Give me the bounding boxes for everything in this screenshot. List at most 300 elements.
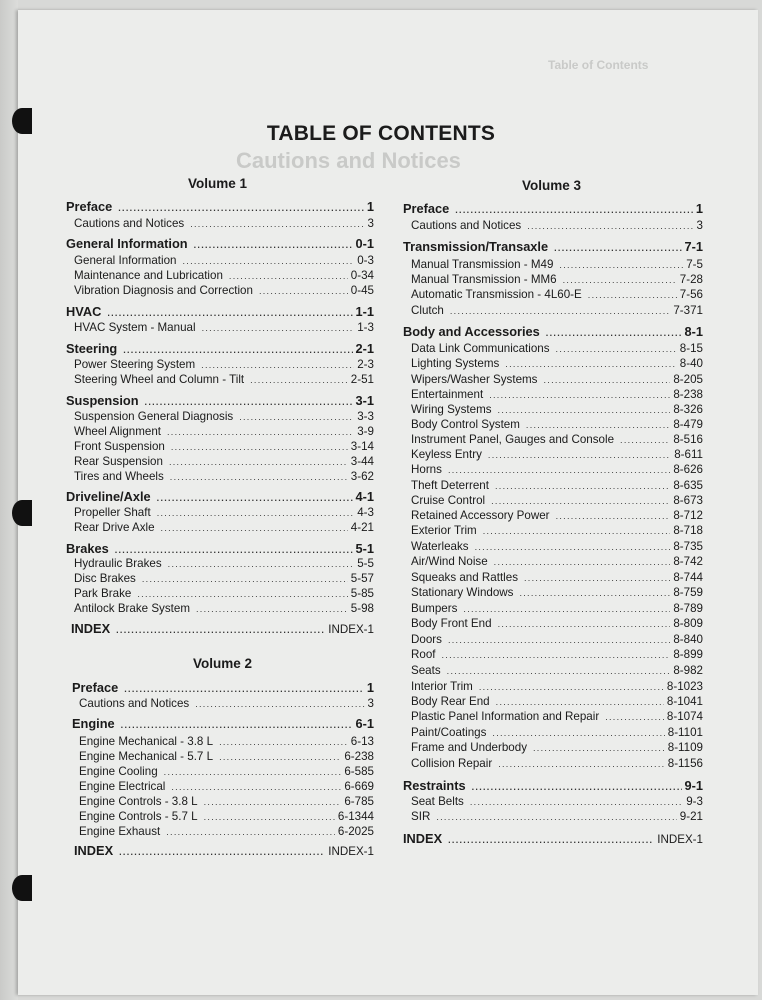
toc-entry bbox=[79, 810, 374, 824]
toc-section bbox=[66, 200, 374, 215]
toc-label: Paint/Coatings bbox=[411, 726, 487, 739]
dot-leader bbox=[142, 572, 348, 586]
toc-entry bbox=[411, 479, 703, 493]
toc-entry bbox=[411, 695, 703, 709]
dot-leader bbox=[121, 718, 353, 732]
toc-entry bbox=[411, 448, 703, 462]
dot-leader bbox=[204, 795, 342, 809]
dot-leader bbox=[204, 810, 335, 824]
toc-entry bbox=[411, 648, 703, 662]
dot-leader bbox=[472, 780, 682, 794]
toc-label: Propeller Shaft bbox=[74, 506, 151, 519]
toc-section bbox=[403, 240, 703, 255]
toc-entry bbox=[411, 403, 703, 417]
punch-hole bbox=[12, 875, 32, 901]
toc-entry bbox=[74, 373, 374, 387]
dot-leader bbox=[168, 557, 355, 571]
bleed-through-title: Cautions and Notices bbox=[236, 148, 461, 173]
dot-leader bbox=[194, 238, 353, 252]
toc-label: Seats bbox=[411, 664, 441, 677]
toc-label: Antilock Brake System bbox=[74, 602, 190, 615]
dot-leader bbox=[229, 269, 348, 283]
toc-label: Vibration Diagnosis and Correction bbox=[74, 284, 253, 297]
dot-leader bbox=[498, 403, 671, 417]
dot-leader bbox=[488, 448, 671, 462]
toc-entry bbox=[74, 321, 374, 335]
toc-label: Tires and Wheels bbox=[74, 470, 164, 483]
toc-label: Body Rear End bbox=[411, 695, 490, 708]
toc-page-number: 8-718 bbox=[673, 524, 703, 537]
toc-entry bbox=[411, 602, 703, 616]
toc-entry bbox=[411, 795, 703, 809]
toc-label: Preface bbox=[66, 199, 113, 214]
toc-page-number: 8-809 bbox=[673, 617, 703, 630]
dot-leader bbox=[157, 506, 355, 520]
toc-label: Automatic Transmission - 4L60-E bbox=[411, 288, 582, 301]
toc-page-number: 8-1023 bbox=[666, 680, 703, 693]
toc-entry bbox=[74, 470, 374, 484]
toc-entry bbox=[411, 433, 703, 447]
toc-entry bbox=[74, 521, 374, 535]
dot-leader bbox=[161, 521, 348, 535]
toc-page-number: 0-1 bbox=[355, 236, 374, 251]
toc-label: INDEX bbox=[71, 621, 111, 636]
toc-label: Maintenance and Lubrication bbox=[74, 269, 223, 282]
toc-entry bbox=[411, 540, 703, 554]
toc-label: General Information bbox=[66, 236, 188, 251]
toc-label: General Information bbox=[74, 254, 177, 267]
toc-section bbox=[403, 779, 703, 794]
toc-page-number: 8-789 bbox=[673, 602, 703, 615]
toc-label: Disc Brakes bbox=[74, 572, 136, 585]
toc-page-number: 7-56 bbox=[679, 288, 703, 301]
toc-label: Hydraulic Brakes bbox=[74, 557, 162, 570]
dot-leader bbox=[620, 433, 670, 447]
toc-page-number: 3 bbox=[367, 697, 374, 710]
toc-page-number: 3-9 bbox=[357, 425, 374, 438]
toc-entry bbox=[411, 586, 703, 600]
toc-label: Theft Deterrent bbox=[411, 479, 489, 492]
toc-page-number: 6-585 bbox=[344, 765, 374, 778]
toc-entry bbox=[74, 284, 374, 298]
toc-page-number: 2-51 bbox=[350, 373, 374, 386]
toc-entry bbox=[411, 418, 703, 432]
toc-label: INDEX bbox=[403, 831, 443, 846]
dot-leader bbox=[447, 664, 671, 678]
toc-page-number: 8-1101 bbox=[667, 726, 703, 739]
toc-page-number: 8-205 bbox=[673, 373, 703, 386]
dot-leader bbox=[123, 343, 352, 357]
toc-page-number: 3 bbox=[696, 219, 703, 232]
toc-entry bbox=[411, 258, 703, 272]
punch-hole bbox=[12, 500, 32, 526]
dot-leader bbox=[195, 697, 364, 711]
dot-leader bbox=[202, 321, 355, 335]
toc-entry bbox=[79, 780, 374, 794]
toc-entry bbox=[79, 765, 374, 779]
dot-leader bbox=[196, 602, 348, 616]
toc-page-number: 5-5 bbox=[357, 557, 374, 570]
toc-entry bbox=[79, 697, 374, 711]
dot-leader bbox=[505, 357, 676, 371]
dot-leader bbox=[479, 680, 664, 694]
toc-label: Body Control System bbox=[411, 418, 520, 431]
toc-section bbox=[66, 490, 374, 505]
toc-label: Steering Wheel and Column - Tilt bbox=[74, 373, 245, 386]
dot-leader bbox=[182, 254, 354, 268]
toc-entry bbox=[411, 571, 703, 585]
dot-leader bbox=[470, 795, 683, 809]
toc-entry bbox=[74, 572, 374, 586]
toc-label: Manual Transmission - MM6 bbox=[411, 273, 557, 286]
toc-page-number: 8-735 bbox=[673, 540, 703, 553]
dot-leader bbox=[219, 750, 341, 764]
toc-page-number: 8-712 bbox=[673, 509, 703, 522]
binding-edge bbox=[0, 0, 18, 1000]
toc-entry bbox=[74, 410, 374, 424]
toc-label: Keyless Entry bbox=[411, 448, 482, 461]
dot-leader bbox=[442, 648, 671, 662]
toc-section bbox=[66, 237, 374, 252]
toc-page-number: 9-21 bbox=[679, 810, 703, 823]
toc-page-number: 6-238 bbox=[344, 750, 374, 763]
toc-page-number: 2-1 bbox=[355, 341, 374, 356]
toc-entry bbox=[411, 388, 703, 402]
dot-leader bbox=[526, 418, 670, 432]
toc-entry bbox=[74, 506, 374, 520]
dot-leader bbox=[559, 258, 683, 272]
dot-leader bbox=[166, 825, 335, 839]
toc-label: Body Front End bbox=[411, 617, 492, 630]
toc-page-number: 1-3 bbox=[357, 321, 374, 334]
toc-entry bbox=[411, 373, 703, 387]
toc-label: Frame and Underbody bbox=[411, 741, 527, 754]
dot-leader bbox=[494, 555, 671, 569]
toc-label: SIR bbox=[411, 810, 431, 823]
toc-section bbox=[66, 394, 374, 409]
volume-1-heading: Volume 1 bbox=[188, 176, 248, 191]
toc-label: INDEX bbox=[74, 843, 114, 858]
toc-index-entry bbox=[74, 844, 374, 859]
toc-entry bbox=[74, 217, 374, 231]
toc-page-number: 6-1344 bbox=[337, 810, 374, 823]
toc-page-number: 3 bbox=[367, 217, 374, 230]
toc-page-number: 3-44 bbox=[350, 455, 374, 468]
bleed-through-header: Table of Contents bbox=[548, 58, 649, 72]
dot-leader bbox=[556, 342, 677, 356]
dot-leader bbox=[119, 845, 325, 859]
toc-page-number: 4-3 bbox=[357, 506, 374, 519]
toc-page-number: 5-98 bbox=[350, 602, 374, 615]
toc-page-number: 6-785 bbox=[344, 795, 374, 808]
dot-leader bbox=[546, 326, 682, 340]
toc-page-number: 8-238 bbox=[673, 388, 703, 401]
toc-entry bbox=[74, 455, 374, 469]
toc-page-number: INDEX-1 bbox=[657, 833, 703, 846]
dot-leader bbox=[250, 373, 348, 387]
toc-label: Data Link Communications bbox=[411, 342, 550, 355]
toc-page-number: 8-1 bbox=[684, 324, 703, 339]
toc-page-number: 4-21 bbox=[350, 521, 374, 534]
dot-leader bbox=[475, 540, 671, 554]
toc-label: Engine Controls - 5.7 L bbox=[79, 810, 198, 823]
toc-entry bbox=[74, 425, 374, 439]
toc-entry bbox=[74, 587, 374, 601]
toc-label: Waterleaks bbox=[411, 540, 469, 553]
toc-entry bbox=[411, 288, 703, 302]
toc-page-number: 3-1 bbox=[355, 393, 374, 408]
toc-label: Bumpers bbox=[411, 602, 458, 615]
dot-leader bbox=[115, 543, 353, 557]
toc-entry bbox=[411, 357, 703, 371]
toc-page-number: 6-669 bbox=[344, 780, 374, 793]
dot-leader bbox=[496, 695, 664, 709]
toc-page-number: 8-516 bbox=[673, 433, 703, 446]
toc-entry bbox=[411, 726, 703, 740]
dot-leader bbox=[171, 780, 341, 794]
toc-page-number: 6-2025 bbox=[337, 825, 374, 838]
toc-label: Stationary Windows bbox=[411, 586, 514, 599]
toc-page-number: 7-371 bbox=[673, 304, 703, 317]
dot-leader bbox=[489, 388, 670, 402]
dot-leader bbox=[169, 455, 348, 469]
toc-page-number: 8-40 bbox=[679, 357, 703, 370]
toc-page-number: 8-744 bbox=[673, 571, 703, 584]
toc-section bbox=[72, 717, 374, 732]
toc-entry bbox=[411, 304, 703, 318]
toc-page-number: 8-326 bbox=[673, 403, 703, 416]
dot-leader bbox=[167, 425, 354, 439]
toc-label: Wiring Systems bbox=[411, 403, 492, 416]
toc-label: Roof bbox=[411, 648, 436, 661]
toc-page-number: 8-899 bbox=[673, 648, 703, 661]
toc-label: Rear Suspension bbox=[74, 455, 163, 468]
toc-entry bbox=[74, 557, 374, 571]
toc-entry bbox=[411, 633, 703, 647]
toc-page-number: 3-14 bbox=[350, 440, 374, 453]
toc-entry bbox=[411, 710, 703, 724]
toc-entry bbox=[79, 735, 374, 749]
toc-entry bbox=[411, 509, 703, 523]
toc-entry bbox=[79, 750, 374, 764]
dot-leader bbox=[436, 810, 676, 824]
toc-label: Front Suspension bbox=[74, 440, 165, 453]
toc-entry bbox=[411, 219, 703, 233]
toc-label: Interior Trim bbox=[411, 680, 473, 693]
dot-leader bbox=[124, 682, 364, 696]
toc-label: Collision Repair bbox=[411, 757, 493, 770]
dot-leader bbox=[605, 710, 664, 724]
toc-page-number: 0-3 bbox=[357, 254, 374, 267]
toc-entry bbox=[411, 741, 703, 755]
dot-leader bbox=[498, 757, 665, 771]
toc-section bbox=[66, 342, 374, 357]
toc-page-number: 3-3 bbox=[357, 410, 374, 423]
dot-leader bbox=[495, 479, 670, 493]
toc-entry bbox=[411, 524, 703, 538]
dot-leader bbox=[483, 524, 671, 538]
dot-leader bbox=[157, 491, 353, 505]
dot-leader bbox=[201, 358, 354, 372]
dot-leader bbox=[448, 633, 670, 647]
dot-leader bbox=[533, 741, 665, 755]
dot-leader bbox=[107, 306, 352, 320]
toc-entry bbox=[411, 680, 703, 694]
toc-section bbox=[72, 681, 374, 696]
toc-label: Cruise Control bbox=[411, 494, 486, 507]
toc-label: Cautions and Notices bbox=[74, 217, 185, 230]
dot-leader bbox=[118, 201, 364, 215]
dot-leader bbox=[116, 623, 325, 637]
toc-page-number: 3-62 bbox=[350, 470, 374, 483]
toc-page-number: 7-28 bbox=[679, 273, 703, 286]
toc-label: Driveline/Axle bbox=[66, 489, 151, 504]
toc-label: Preface bbox=[72, 680, 119, 695]
dot-leader bbox=[219, 735, 348, 749]
toc-label: Engine bbox=[72, 716, 115, 731]
toc-page-number: 2-3 bbox=[357, 358, 374, 371]
toc-label: Park Brake bbox=[74, 587, 132, 600]
dot-leader bbox=[491, 494, 670, 508]
dot-leader bbox=[588, 288, 677, 302]
toc-label: Restraints bbox=[403, 778, 466, 793]
toc-label: Preface bbox=[403, 201, 450, 216]
toc-label: Cautions and Notices bbox=[79, 697, 190, 710]
dot-leader bbox=[448, 833, 654, 847]
toc-page-number: 7-5 bbox=[686, 258, 703, 271]
toc-label: Exterior Trim bbox=[411, 524, 477, 537]
toc-label: Instrument Panel, Gauges and Console bbox=[411, 433, 615, 446]
toc-label: Horns bbox=[411, 463, 442, 476]
toc-page-number: 5-1 bbox=[355, 541, 374, 556]
toc-label: Seat Belts bbox=[411, 795, 464, 808]
toc-entry bbox=[411, 463, 703, 477]
toc-label: HVAC System - Manual bbox=[74, 321, 196, 334]
dot-leader bbox=[145, 395, 353, 409]
toc-entry bbox=[74, 254, 374, 268]
toc-label: Engine Electrical bbox=[79, 780, 166, 793]
toc-entry bbox=[411, 617, 703, 631]
toc-label: Steering bbox=[66, 341, 118, 356]
toc-entry bbox=[411, 664, 703, 678]
toc-page-number: 0-45 bbox=[350, 284, 374, 297]
toc-index-entry bbox=[403, 832, 703, 847]
toc-entry bbox=[411, 342, 703, 356]
toc-page-number: 1-1 bbox=[355, 304, 374, 319]
toc-label: Brakes bbox=[66, 541, 109, 556]
toc-page-number: 8-1109 bbox=[667, 741, 703, 754]
toc-index-entry bbox=[71, 622, 374, 637]
dot-leader bbox=[450, 304, 670, 318]
toc-page-number: 8-759 bbox=[673, 586, 703, 599]
toc-page-number: 0-34 bbox=[350, 269, 374, 282]
toc-label: Transmission/Transaxle bbox=[403, 239, 549, 254]
toc-page-number: 4-1 bbox=[355, 489, 374, 504]
toc-section bbox=[403, 325, 703, 340]
toc-section bbox=[66, 542, 374, 557]
toc-label: Wipers/Washer Systems bbox=[411, 373, 538, 386]
dot-leader bbox=[463, 602, 670, 616]
volume-2-heading: Volume 2 bbox=[193, 656, 253, 671]
dot-leader bbox=[519, 586, 670, 600]
toc-label: Retained Accessory Power bbox=[411, 509, 550, 522]
toc-entry bbox=[74, 602, 374, 616]
toc-page-number: 8-840 bbox=[673, 633, 703, 646]
toc-label: Power Steering System bbox=[74, 358, 196, 371]
toc-entry bbox=[411, 494, 703, 508]
dot-leader bbox=[524, 571, 670, 585]
toc-page-number: 1 bbox=[695, 201, 703, 216]
dot-leader bbox=[543, 373, 670, 387]
toc-section bbox=[66, 305, 374, 320]
toc-label: Body and Accessories bbox=[403, 324, 540, 339]
toc-entry bbox=[411, 273, 703, 287]
toc-page-number: 5-57 bbox=[350, 572, 374, 585]
toc-page-number: 8-626 bbox=[673, 463, 703, 476]
toc-page-number: 1 bbox=[366, 680, 374, 695]
dot-leader bbox=[556, 509, 671, 523]
dot-leader bbox=[164, 765, 342, 779]
dot-leader bbox=[527, 219, 693, 233]
toc-label: Doors bbox=[411, 633, 442, 646]
toc-page-number: 6-1 bbox=[355, 716, 374, 731]
toc-page-number: 8-611 bbox=[674, 448, 703, 461]
page-title: TABLE OF CONTENTS bbox=[266, 122, 496, 145]
toc-entry bbox=[411, 555, 703, 569]
dot-leader bbox=[448, 463, 670, 477]
toc-entry bbox=[79, 825, 374, 839]
toc-label: Engine Mechanical - 5.7 L bbox=[79, 750, 214, 763]
toc-page-number: 8-1074 bbox=[666, 710, 703, 723]
toc-label: Entertainment bbox=[411, 388, 484, 401]
toc-page-number: 8-982 bbox=[673, 664, 703, 677]
toc-label: Wheel Alignment bbox=[74, 425, 161, 438]
toc-page-number: 9-3 bbox=[686, 795, 703, 808]
toc-label: Lighting Systems bbox=[411, 357, 500, 370]
toc-label: Cautions and Notices bbox=[411, 219, 522, 232]
toc-entry bbox=[411, 757, 703, 771]
toc-page-number: 1 bbox=[366, 199, 374, 214]
toc-label: Plastic Panel Information and Repair bbox=[411, 710, 600, 723]
toc-page-number: 8-479 bbox=[673, 418, 703, 431]
dot-leader bbox=[492, 726, 664, 740]
toc-label: Squeaks and Rattles bbox=[411, 571, 518, 584]
dot-leader bbox=[498, 617, 671, 631]
dot-leader bbox=[137, 587, 347, 601]
toc-page-number: INDEX-1 bbox=[328, 845, 374, 858]
toc-page-number: 8-742 bbox=[673, 555, 703, 568]
toc-entry bbox=[79, 795, 374, 809]
volume-3-heading: Volume 3 bbox=[522, 178, 582, 193]
toc-entry bbox=[411, 810, 703, 824]
toc-label: HVAC bbox=[66, 304, 102, 319]
toc-label: Manual Transmission - M49 bbox=[411, 258, 554, 271]
toc-entry bbox=[74, 440, 374, 454]
dot-leader bbox=[170, 470, 348, 484]
toc-label: Clutch bbox=[411, 304, 444, 317]
toc-page-number: 8-673 bbox=[673, 494, 703, 507]
toc-page-number: INDEX-1 bbox=[328, 623, 374, 636]
toc-label: Suspension General Diagnosis bbox=[74, 410, 234, 423]
toc-page-number: 6-13 bbox=[350, 735, 374, 748]
toc-label: Engine Mechanical - 3.8 L bbox=[79, 735, 214, 748]
toc-page-number: 5-85 bbox=[350, 587, 374, 600]
dot-leader bbox=[455, 203, 693, 217]
toc-section bbox=[403, 202, 703, 217]
toc-label: Rear Drive Axle bbox=[74, 521, 155, 534]
dot-leader bbox=[171, 440, 348, 454]
toc-page-number: 9-1 bbox=[684, 778, 703, 793]
